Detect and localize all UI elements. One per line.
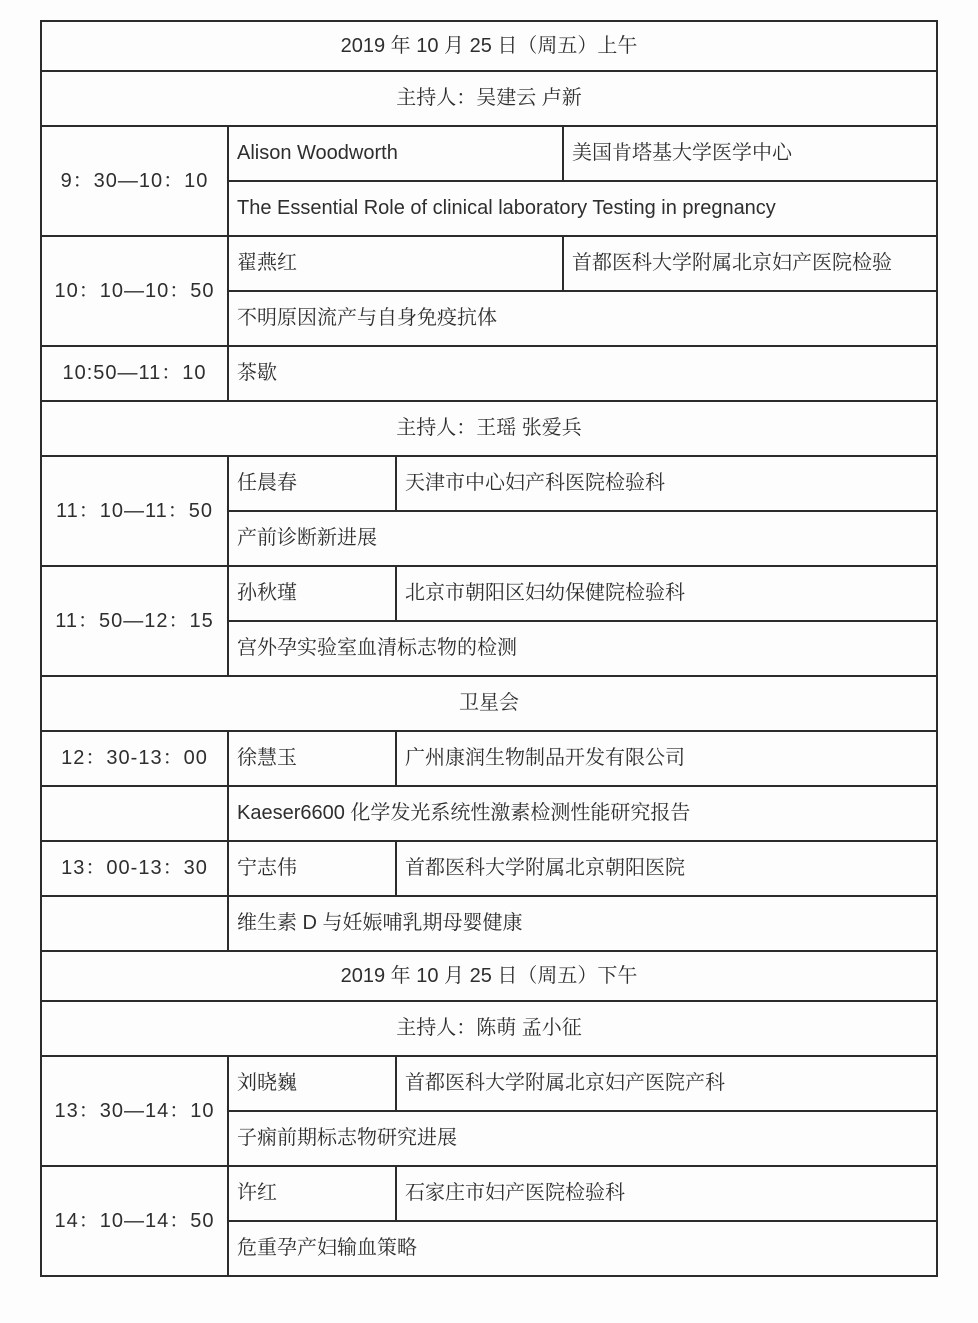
affiliation-cell: 首都医科大学附属北京妇产医院产科: [396, 1056, 937, 1111]
hosts-row-am-1: 主持人：吴建云 卢新: [41, 71, 937, 126]
affiliation-cell: 首都医科大学附属北京朝阳医院: [396, 841, 937, 896]
time-cell: 10：10—10：50: [41, 236, 228, 346]
time-cell: 13：00-13：30: [41, 841, 228, 896]
affiliation-cell: 广州康润生物制品开发有限公司: [396, 731, 937, 786]
speaker-cell: 徐慧玉: [228, 731, 396, 786]
affiliation-cell: 天津市中心妇产科医院检验科: [396, 456, 937, 511]
session-date-header-pm: 2019 年 10 月 25 日（周五）下午: [41, 951, 937, 1001]
time-cell: 11：10—11：50: [41, 456, 228, 566]
talk-title-cell: 子痫前期标志物研究进展: [228, 1111, 937, 1166]
time-cell: 14：10—14：50: [41, 1166, 228, 1276]
empty-cell: [41, 786, 228, 841]
speaker-cell: 宁志伟: [228, 841, 396, 896]
talk-title-cell: 维生素 D 与妊娠哺乳期母婴健康: [228, 896, 937, 951]
talk-title-cell: 宫外孕实验室血清标志物的检测: [228, 621, 937, 676]
speaker-cell: 刘晓巍: [228, 1056, 396, 1111]
talk-title-cell: The Essential Role of clinical laboratory Testing in pregnancy: [228, 181, 937, 236]
time-cell: 9：30—10：10: [41, 126, 228, 236]
satellite-session-header: 卫星会: [41, 676, 937, 731]
hosts-row-pm: 主持人：陈萌 孟小征: [41, 1001, 937, 1056]
affiliation-cell: 北京市朝阳区妇幼保健院检验科: [396, 566, 937, 621]
talk-title-cell: 危重孕产妇输血策略: [228, 1221, 937, 1276]
talk-title-cell: 产前诊断新进展: [228, 511, 937, 566]
talk-title-cell: 不明原因流产与自身免疫抗体: [228, 291, 937, 346]
conference-schedule-table: [40, 20, 938, 1277]
speaker-cell: Alison Woodworth: [228, 126, 563, 181]
time-cell: 13：30—14：10: [41, 1056, 228, 1166]
speaker-cell: 孙秋瑾: [228, 566, 396, 621]
hosts-row-am-2: 主持人：王瑶 张爱兵: [41, 401, 937, 456]
speaker-cell: 许红: [228, 1166, 396, 1221]
speaker-cell: 翟燕红: [228, 236, 563, 291]
affiliation-cell: 首都医科大学附属北京妇产医院检验: [563, 236, 937, 291]
session-date-header-am: 2019 年 10 月 25 日（周五）上午: [41, 21, 937, 71]
talk-title-cell: Kaeser6600 化学发光系统性激素检测性能研究报告: [228, 786, 937, 841]
time-cell: 11：50—12：15: [41, 566, 228, 676]
affiliation-cell: 美国肯塔基大学医学中心: [563, 126, 937, 181]
time-cell: 12：30-13：00: [41, 731, 228, 786]
affiliation-cell: 石家庄市妇产医院检验科: [396, 1166, 937, 1221]
time-cell: 10:50—11：10: [41, 346, 228, 401]
tea-break-label: 茶歇: [228, 346, 937, 401]
empty-cell: [41, 896, 228, 951]
speaker-cell: 任晨春: [228, 456, 396, 511]
